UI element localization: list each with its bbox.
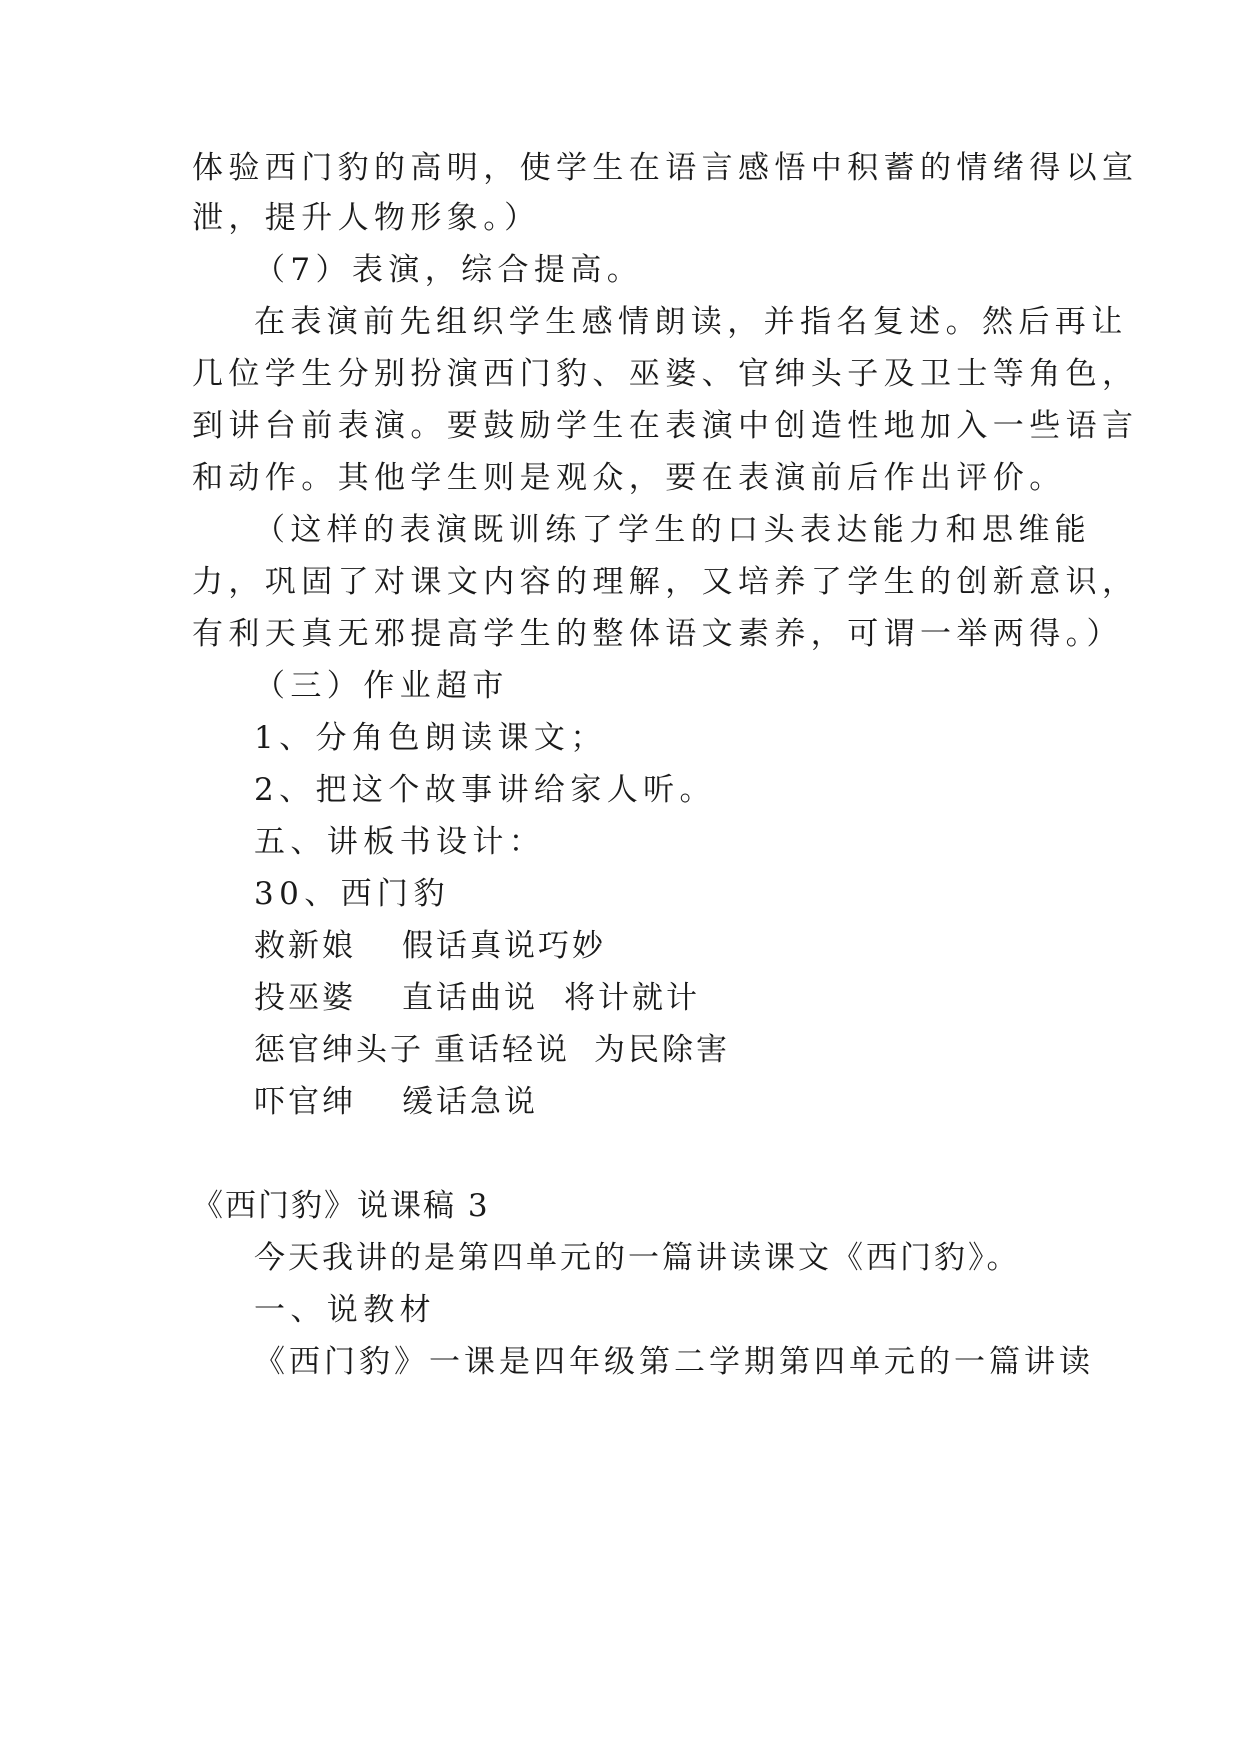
section-title: 《西门豹》说课稿 3 [192, 1188, 490, 1224]
text-line: 到讲台前表演。要鼓励学生在表演中创造性地加入一些语言 [192, 408, 1139, 444]
text-line: 有利天真无邪提高学生的整体语文素养，可谓一举两得。） [192, 616, 1123, 652]
homework-item: 1、分角色朗读课文； [254, 720, 607, 756]
text-line: （这样的表演既训练了学生的口头表达能力和思维能 [254, 512, 1092, 548]
text-line: 《西门豹》一课是四年级第二学期第四单元的一篇讲读 [254, 1344, 1094, 1380]
board-cell: 为民除害 [594, 1032, 730, 1068]
section-heading: （三）作业超市 [254, 668, 509, 704]
board-cell: 直话曲说 [402, 980, 538, 1016]
homework-item: 2、把这个故事讲给家人听。 [254, 772, 716, 808]
board-cell: 投巫婆 [254, 980, 356, 1016]
text-line: 和动作。其他学生则是观众，要在表演前后作出评价。 [192, 460, 1066, 496]
board-cell: 将计就计 [564, 980, 700, 1016]
section-heading: 一、说教材 [254, 1292, 436, 1328]
board-cell: 吓官绅 [254, 1084, 356, 1120]
text-line: 几位学生分别扮演西门豹、巫婆、官绅头子及卫士等角色， [192, 356, 1139, 392]
text-line: 力，巩固了对课文内容的理解，又培养了学生的创新意识， [192, 564, 1139, 600]
board-cell: 假话真说巧妙 [402, 928, 606, 964]
board-cell: 惩官绅头子 [254, 1032, 424, 1068]
section-heading: 五、讲板书设计： [254, 824, 546, 860]
text-line: 在表演前先组织学生感情朗读，并指名复述。然后再让 [254, 304, 1128, 340]
text-line: 泄，提升人物形象。） [192, 200, 541, 236]
board-cell: 救新娘 [254, 928, 356, 964]
text-line: （7）表演，综合提高。 [254, 252, 644, 288]
board-cell: 缓话急说 [402, 1084, 538, 1120]
text-line: 体验西门豹的高明，使学生在语言感悟中积蓄的情绪得以宣 [192, 150, 1139, 186]
text-line: 今天我讲的是第四单元的一篇讲读课文《西门豹》。 [254, 1240, 1021, 1276]
board-title: 30、西门豹 [254, 876, 450, 912]
board-cell: 重话轻说 [434, 1032, 570, 1068]
